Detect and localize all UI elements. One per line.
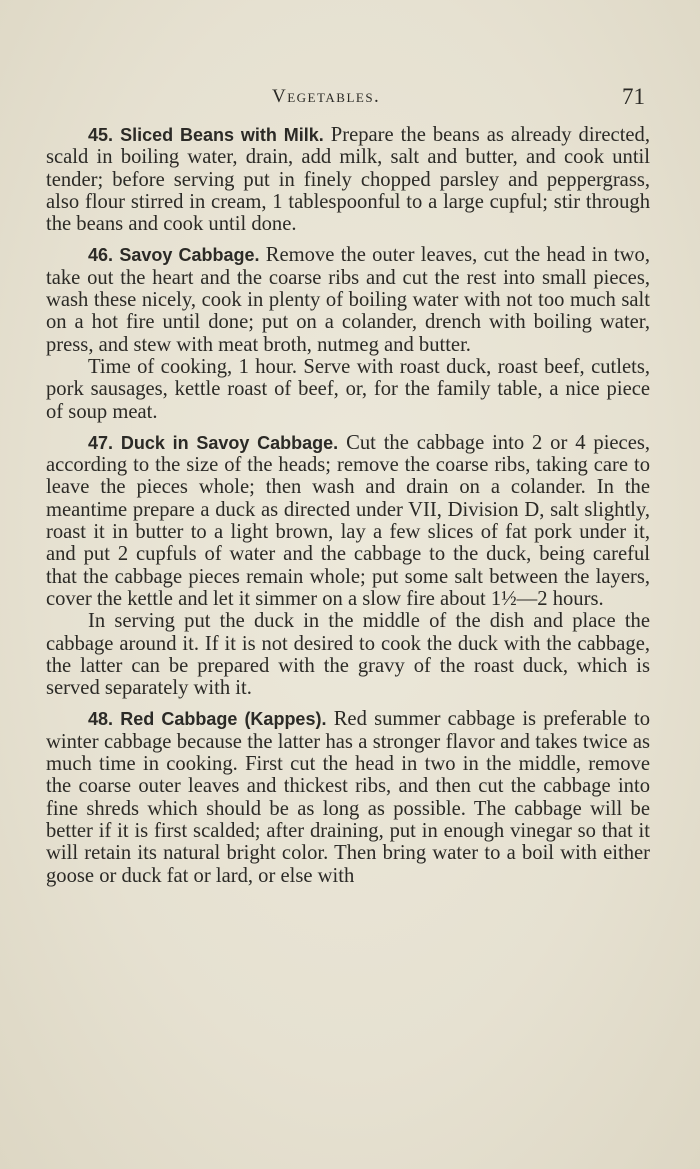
recipe-48 — [46, 708, 650, 886]
recipe-title: Red Cabbage (Kappes). — [120, 709, 327, 730]
recipe-text: Prepare the beans as already directed, scald in boiling water, drain, add milk, salt and butter, and cook until tender; before serving put in finely chopped parsley and peppergrass, also flour stirred in cream, 1 tablespoonful to a large cupful; stir through the beans and cook until done. — [46, 124, 651, 236]
page-number: 71 — [622, 84, 645, 109]
recipe-title: Sliced Beans with Milk. — [120, 125, 324, 145]
recipe-text: Cut the cabbage into 2 or 4 pieces, according to the size of the heads; remove the coarse ribs, taking care to leave the pieces whole; then wash and drain on a colander. In the meantime prepare a duck as directed under VII, Division D, salt slightly, roast it in butter to a light brown, lay a few slices of fat pork under it, and put 2 cupfuls of water and the cabbage to the duck, being careful that the cabbage pieces remain whole; put some salt between the layers, cover the kettle and let it simmer on a slow fire about 1½—2 hours. — [46, 431, 650, 610]
recipe-number: 46. — [88, 245, 114, 266]
page-header — [0, 82, 700, 112]
recipe-47-note: In serving put the duck in the middle of the dish and place the cabbage around it. If it is not desired to cook the duck with the cabbage, the latter can be prepared with the gravy of the roast duck, which is served separately with it. — [46, 610, 650, 700]
recipe-46 — [46, 244, 650, 355]
running-head: Vegetables. — [272, 86, 381, 107]
recipe-title: Savoy Cabbage. — [119, 245, 260, 266]
recipe-47 — [46, 432, 650, 610]
recipe-number: 47. — [88, 432, 114, 453]
recipe-text: Remove the outer leaves, cut the head in two, take out the heart and the coarse ribs and cut the rest into small pieces, wash these nicely, cook in plenty of boiling water with not too much salt on a hot fire until done; put on a colander, drench with boiling water, press, and stew with meat broth, nutmeg and butter. — [46, 244, 650, 356]
recipe-number: 45. — [88, 125, 114, 145]
page-body — [46, 124, 650, 887]
recipe-number: 48. — [88, 709, 114, 730]
recipe-text: Red summer cabbage is preferable to winter cabbage because the latter has a stronger flavor and takes twice as much time in cooking. First cut the head in two in the middle, remove the coarse outer leaves and thickest ribs, and then cut the cabbage into fine shreds which should be as long as possible. The cabbage will be better if it is first scalded; after draining, put in enough vinegar so that it will retain its natural bright color. Then bring water to a boil with either goose or duck fat or lard, or else with — [46, 708, 650, 887]
recipe-46-note: Time of cooking, 1 hour. Serve with roast duck, roast beef, cutlets, pork sausages, kettle roast of beef, or, for the family table, a nice piece of soup meat. — [46, 355, 650, 423]
recipe-title: Duck in Savoy Cabbage. — [120, 432, 339, 453]
recipe-45 — [46, 124, 650, 235]
